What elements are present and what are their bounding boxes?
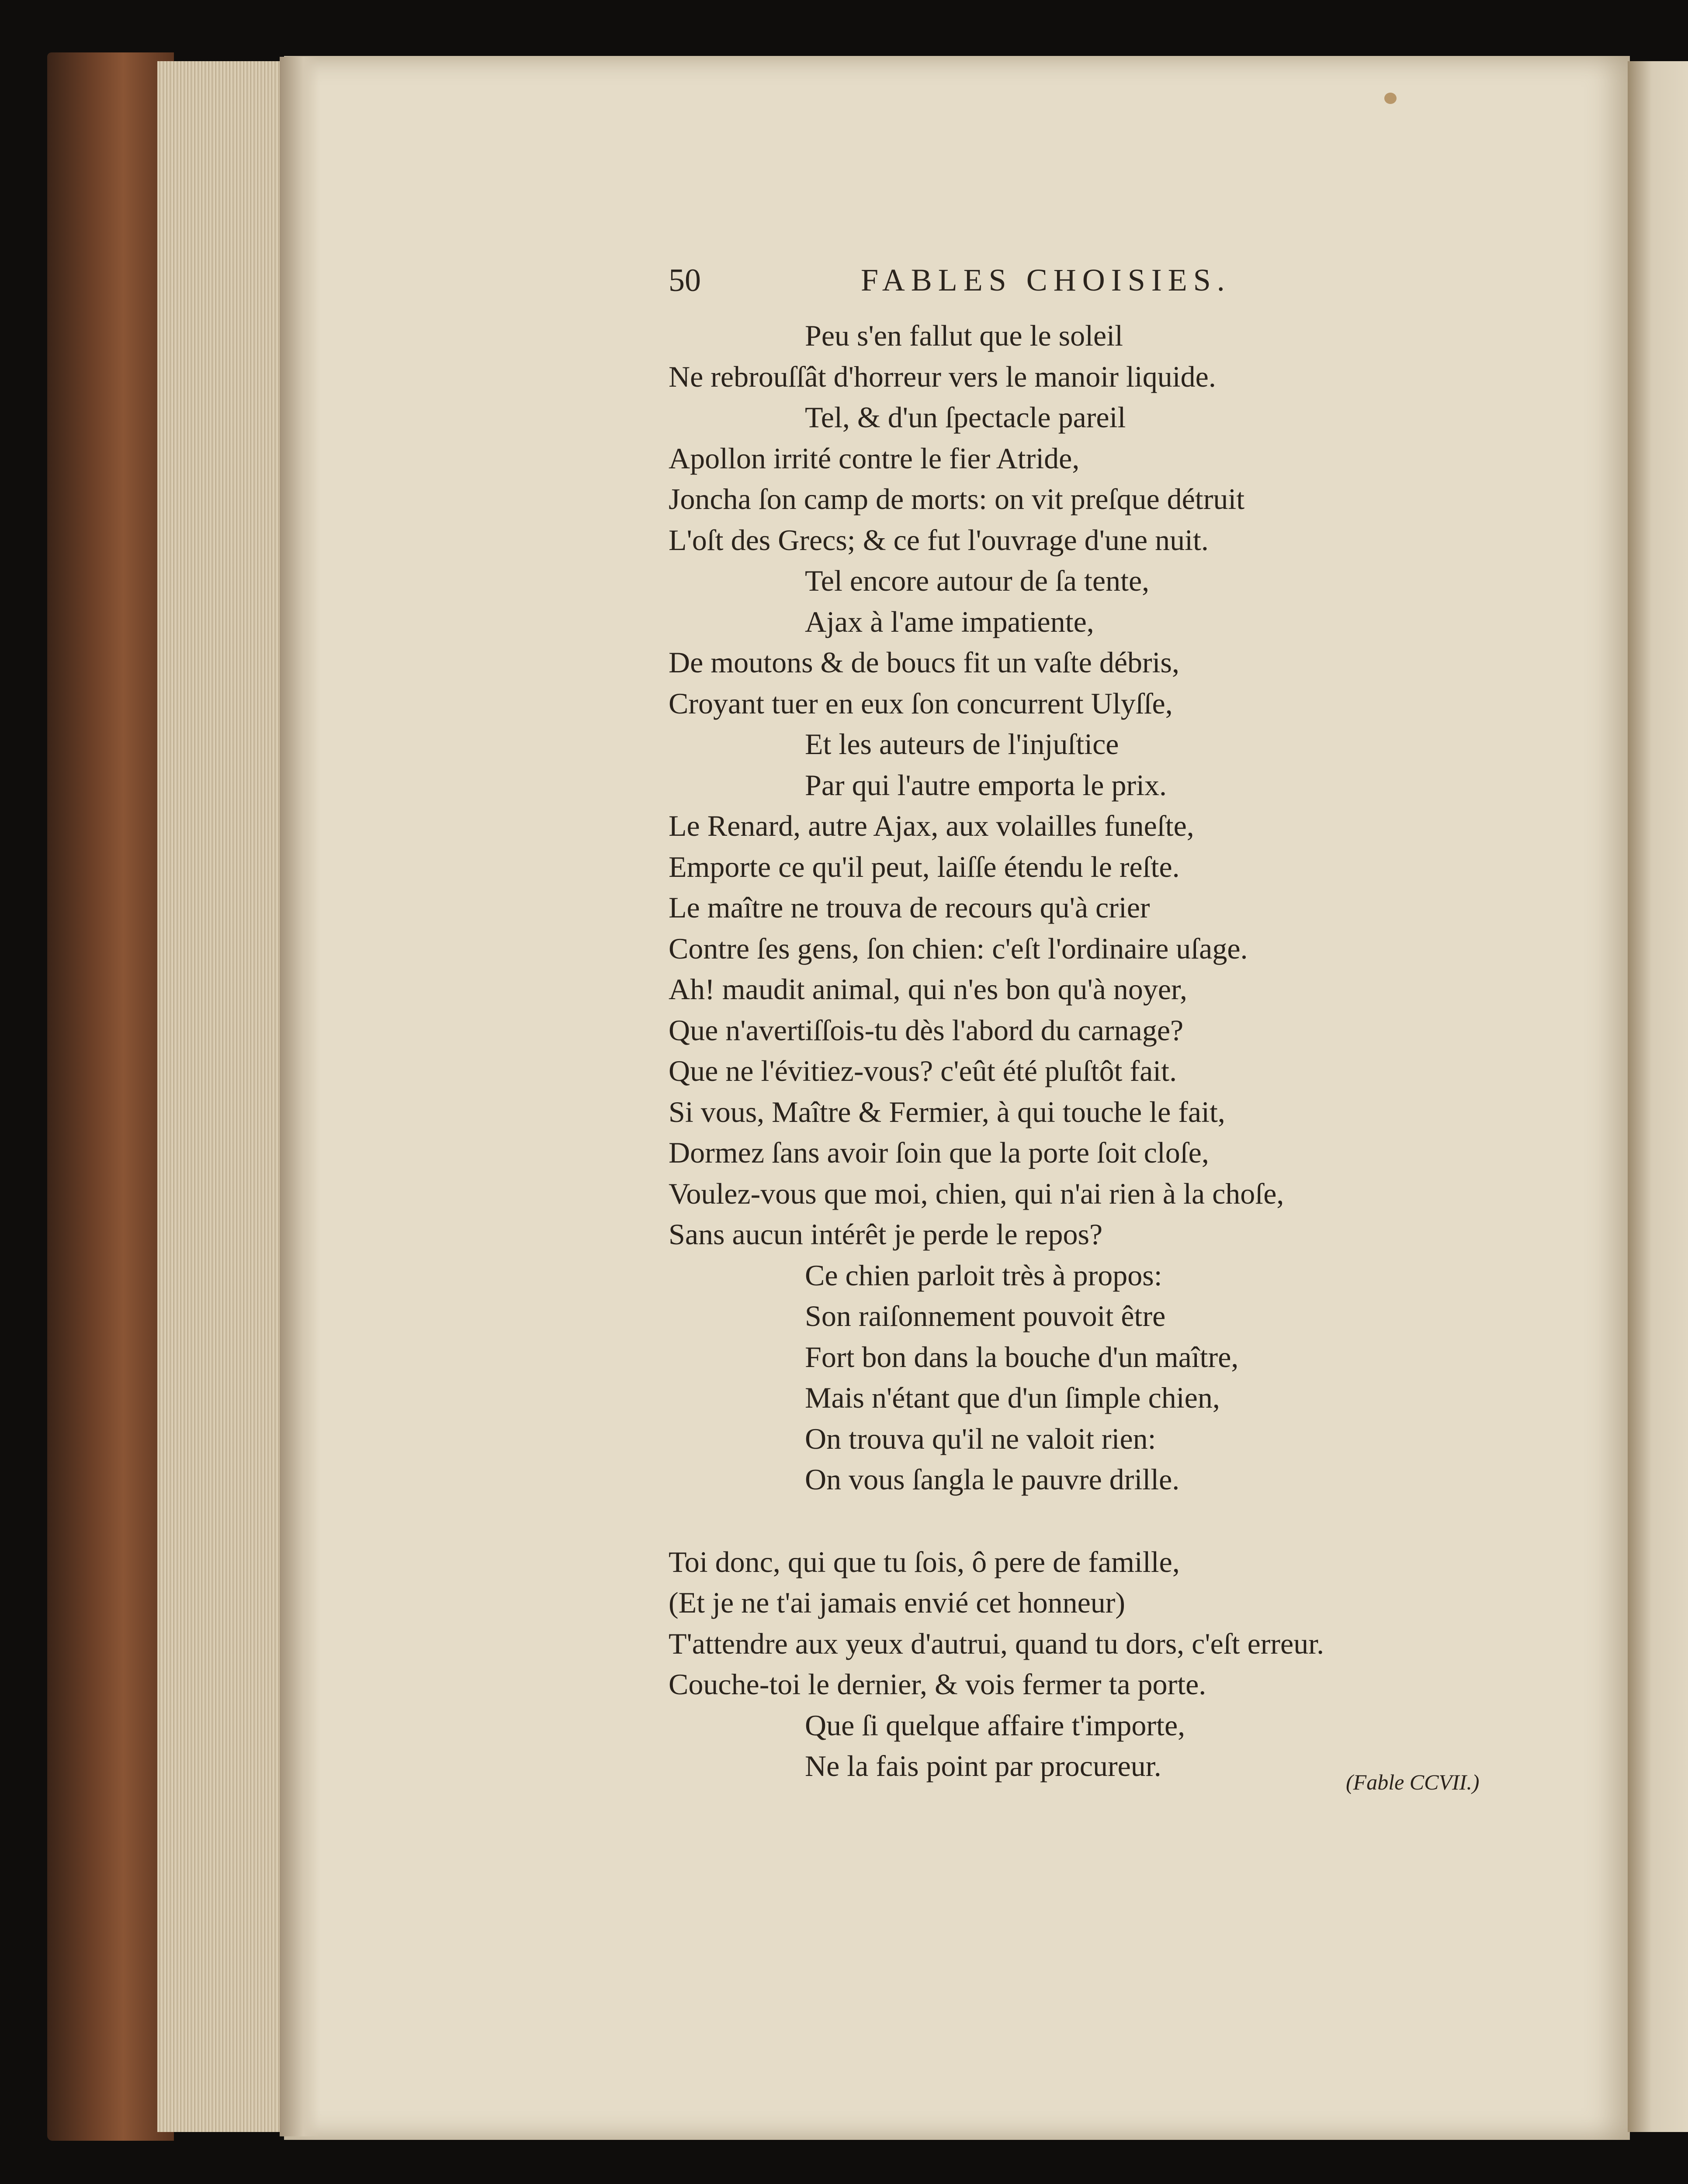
poem-line: Tel, & d'un ſpectacle pareil [805,401,1126,434]
poem-line: Dormez ſans avoir ſoin que la porte ſoit cloſe, [669,1136,1209,1169]
poem-line: Croyant tuer en eux ſon concurrent Ulyſſe, [669,686,1173,720]
poem-line: Ah! maudit animal, qui n'es bon qu'à noyer, [669,973,1187,1006]
poem-line: Que n'avertiſſois-tu dès l'abord du carnage? [669,1013,1184,1047]
facing-page-edge [1628,61,1688,2132]
poem-line: Et les auteurs de l'injuſtice [805,727,1119,761]
poem-line: Tel encore autour de ſa tente, [805,564,1150,597]
leather-binding [47,52,174,2141]
poem-line: Le Renard, autre Ajax, aux volailles funeſte, [669,809,1194,842]
poem-line: Joncha ſon camp de morts: on vit preſque détruit [669,482,1245,516]
poem-line: Si vous, Maître & Fermier, à qui touche le fait, [669,1095,1225,1128]
poem-line: Couche-toi le dernier, & vois fermer ta porte. [669,1668,1206,1701]
poem-line: Par qui l'autre emporta le prix. [805,768,1167,802]
poem-line: Son raiſonnement pouvoit être [805,1299,1166,1333]
poem-line: Que ne l'évitiez-vous? c'eût été pluſtôt fait. [669,1054,1177,1087]
stanza-1 [669,315,1542,1500]
poem-line: Ne la fais point par procureur. [805,1749,1161,1783]
poem-line: T'attendre aux yeux d'autrui, quand tu dors, c'eſt erreur. [669,1627,1324,1660]
page-edges [157,61,288,2132]
poem-line: Le maître ne trouva de recours qu'à crier [669,891,1150,924]
stanza-2 [669,1542,1542,1787]
poem-text [669,315,1542,1787]
poem-line: Apollon irrité contre le fier Atride, [669,441,1080,475]
poem-line: Emporte ce qu'il peut, laiſſe étendu le reſte. [669,850,1180,883]
poem-line: Ce chien parloit très à propos: [805,1258,1162,1292]
poem-line: (Et je ne t'ai jamais envié cet honneur) [669,1586,1126,1619]
poem-line: Contre ſes gens, ſon chien: c'eſt l'ordinaire uſage. [669,931,1248,965]
poem-line: Voulez-vous que moi, chien, qui n'ai rien à la choſe, [669,1177,1284,1210]
poem-line: Ne rebrouſſât d'horreur vers le manoir liquide. [669,360,1216,393]
poem-line: L'oſt des Grecs; & ce fut l'ouvrage d'une nuit. [669,523,1209,557]
poem-line: Peu s'en fallut que le soleil [805,319,1123,352]
poem-line: Toi donc, qui que tu ſois, ô pere de famille, [669,1545,1180,1578]
stanza-break [669,1500,1542,1542]
poem-line: Fort bon dans la bouche d'un maître, [805,1340,1239,1374]
poem-line: Mais n'étant que d'un ſimple chien, [805,1381,1220,1414]
foxing-spot [1384,93,1397,104]
running-title: FABLES CHOISIES. [861,263,1231,298]
poem-line: On vous ſangla le pauvre drille. [805,1463,1180,1496]
page-header [669,262,1307,301]
gutter-shadow [280,57,319,2136]
poem-line: On trouva qu'il ne valoit rien: [805,1422,1156,1455]
page-number: 50 [669,263,701,298]
poem-line: Que ſi quelque affaire t'importe, [805,1708,1185,1742]
fable-reference: (Fable CCVII.) [1346,1770,1480,1794]
poem-line: Sans aucun intérêt je perde le repos? [669,1218,1103,1251]
poem-line: De moutons & de boucs fit un vaſte débris, [669,646,1180,679]
poem-line: Ajax à l'ame impatiente, [805,605,1094,638]
